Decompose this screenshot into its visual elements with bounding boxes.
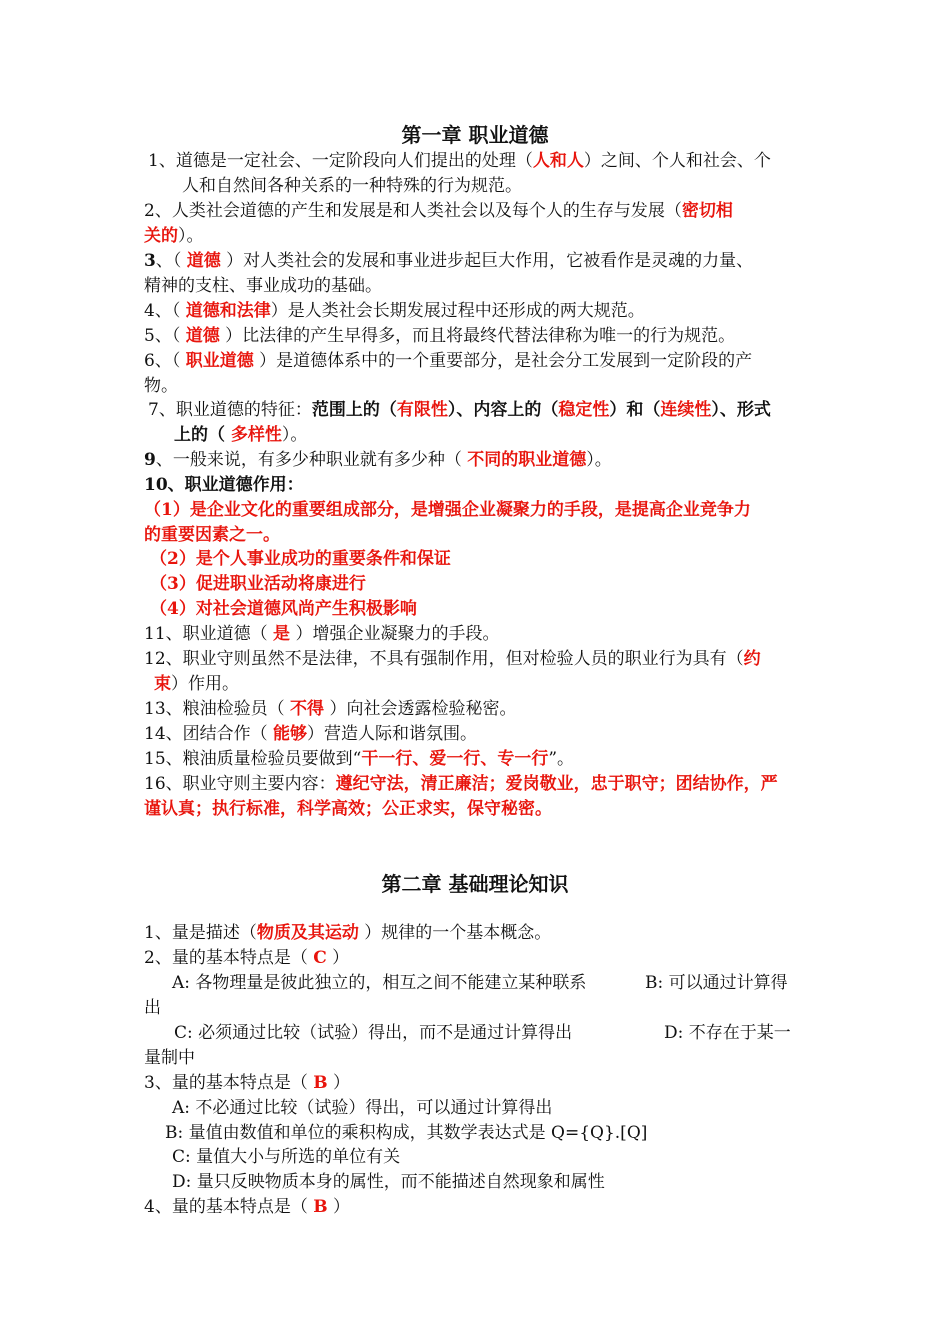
text-segment: ） (327, 1197, 351, 1217)
answer: 道德 (186, 251, 221, 271)
question-3-line2: 精神的支柱、事业成功的基础。 (144, 276, 382, 296)
text-segment: 15、粮油质量检验员要做到“ (144, 749, 362, 769)
question-2-line1 (144, 199, 733, 223)
answer: 不同的职业道德 (467, 450, 587, 470)
text-segment: ）营造人际和谐氛围。 (307, 724, 478, 744)
ch2-q3-option-d: D: 量只反映物质本身的属性，而不能描述自然现象和属性 (172, 1172, 605, 1192)
question-7-line1 (148, 398, 771, 422)
text-segment: 9 (144, 450, 156, 470)
question-2-line2 (144, 224, 204, 248)
text-segment: ”。 (548, 749, 575, 769)
text-segment: ）是道德体系中的一个重要部分，是社会分工发展到一定阶段的产 (253, 351, 753, 371)
question-10-item-3: （3）促进职业活动将康进行 (150, 574, 366, 594)
text-segment: ）、形式 (711, 400, 771, 420)
question-4 (144, 299, 645, 323)
text-segment: ）对人类社会的发展和事业进步起巨大作用，它被看作是灵魂的力量、 (220, 251, 754, 271)
ch2-question-1 (144, 921, 551, 945)
text-segment: 上的（ (174, 425, 231, 445)
text-segment: 13、粮油检验员（ (144, 699, 291, 719)
ch2-q2-option-b: B: 可以通过计算得 (645, 973, 788, 993)
ch2-q2-option-c: C: 必须通过比较（试验）得出，而不是通过计算得出 (174, 1023, 573, 1043)
answer: 多样性 (230, 425, 282, 445)
text-segment: 、一般来说，有多少种职业就有多少种（ (155, 450, 468, 470)
question-10-item-1-line1: （1）是企业文化的重要组成部分，是增强企业凝聚力的手段，是提高企业竞争力 (144, 500, 751, 520)
text-segment: 12、职业守则虽然不是法律，不具有强制作用，但对检验人员的职业行为具有（ (144, 649, 744, 669)
text-segment: ）是人类社会长期发展过程中还形成的两大规范。 (270, 301, 645, 321)
text-segment: 、（ (155, 251, 187, 271)
answer: 不得 (290, 699, 325, 719)
text-segment: 1、量是描述（ (144, 923, 257, 943)
text-segment: 7、职业道德的特征： (148, 400, 312, 420)
ch2-question-2 (144, 946, 349, 970)
question-1-line2: 人和自然间各种关系的一种特殊的行为规范。 (182, 176, 522, 196)
ch2-q2-option-d-wrap: 量制中 (144, 1048, 195, 1068)
ch2-q3-option-c: C: 量值大小与所选的单位有关 (172, 1147, 401, 1167)
question-10-item-1-line2: 的重要因素之一。 (144, 525, 280, 545)
question-9 (144, 448, 612, 472)
answer: 连续性 (660, 400, 712, 420)
answer: 能够 (273, 724, 308, 744)
answer: 干一行、爱一行、专一行 (361, 749, 549, 769)
answer: 物质及其运动 (256, 923, 359, 943)
text-segment: 14、团结合作（ (144, 724, 274, 744)
answer: 束 (154, 674, 171, 694)
question-10-heading: 10、职业道德作用： (144, 475, 304, 495)
question-14 (144, 722, 477, 746)
answer: 稳定性 (558, 400, 610, 420)
answer: 密切相 (681, 201, 733, 221)
question-3-line1 (144, 249, 753, 273)
text-segment: 6、（ (144, 351, 186, 371)
ch2-q3-option-a: A: 不必通过比较（试验）得出，可以通过计算得出 (172, 1098, 553, 1118)
ch2-question-3 (144, 1071, 350, 1095)
text-segment: 5、（ (144, 326, 186, 346)
question-16-line1 (144, 772, 778, 796)
text-segment: ）作用。 (171, 674, 239, 694)
text-segment: ） (327, 1073, 351, 1093)
text-segment: 4、（ (144, 301, 186, 321)
text-segment: ）和（ (609, 400, 661, 420)
answer: 关的 (144, 226, 178, 246)
text-segment: ）比法律的产生早得多，而且将最终代替法律称为唯一的行为规范。 (219, 326, 736, 346)
text-segment: 11、职业道德（ (144, 624, 274, 644)
question-7-line2 (174, 423, 307, 447)
answer: 遵纪守法，清正廉洁；爱岗敬业，忠于职守；团结协作，严 (335, 774, 778, 794)
text-segment: ）增强企业凝聚力的手段。 (290, 624, 500, 644)
question-15 (144, 747, 574, 771)
ch2-q2-option-b-wrap: 出 (144, 998, 161, 1018)
question-11 (144, 622, 499, 646)
answer: 约 (743, 649, 761, 669)
question-5 (144, 324, 735, 348)
text-segment: 2、人类社会道德的产生和发展是和人类社会以及每个人的生存与发展（ (144, 201, 682, 221)
answer: 是 (273, 624, 291, 644)
question-1-line1 (148, 149, 771, 173)
chapter1-title: 第一章 职业道德 (401, 123, 549, 147)
text-segment: 3 (144, 251, 156, 271)
text-segment: ）。 (586, 450, 612, 470)
text-segment: ） (326, 948, 350, 968)
text-segment: 范围上的（ (311, 400, 397, 420)
text-segment: ）向社会透露检验秘密。 (324, 699, 517, 719)
question-12-line2 (154, 672, 239, 696)
answer: 道德和法律 (185, 301, 271, 321)
answer: B (313, 1073, 328, 1093)
text-segment: ）、内容上的（ (447, 400, 559, 420)
question-16-line2: 谨认真；执行标准，科学高效；公正求实，保守秘密。 (144, 799, 552, 819)
text-segment: 4、量的基本特点是（ (144, 1197, 314, 1217)
text-segment: ）规律的一个基本概念。 (358, 923, 552, 943)
question-10-item-4: （4）对社会道德风尚产生积极影响 (150, 599, 417, 619)
text-segment: 3、量的基本特点是（ (144, 1073, 314, 1093)
text-segment: 2、量的基本特点是（ (144, 948, 314, 968)
text-segment: ）之间、个人和社会、个 (583, 151, 771, 171)
text-segment: 1、道德是一定社会、一定阶段向人们提出的处理（ (148, 151, 533, 171)
question-12-line1 (144, 647, 761, 671)
ch2-q2-option-d: D: 不存在于某一 (664, 1023, 791, 1043)
answer: B (313, 1197, 328, 1217)
answer: C (313, 948, 327, 968)
question-6-line2: 物。 (144, 376, 178, 396)
text-segment: ）。 (281, 425, 308, 445)
text-segment: ）。 (178, 226, 204, 246)
ch2-q2-option-a: A: 各物理量是彼此独立的，相互之间不能建立某种联系 (172, 973, 587, 993)
answer: 道德 (185, 326, 220, 346)
question-6-line1 (144, 349, 752, 373)
ch2-q3-option-b: B: 量值由数值和单位的乘积构成，其数学表达式是 Q={Q}.[Q] (165, 1123, 648, 1143)
text-segment: 16、职业守则主要内容： (144, 774, 336, 794)
answer: 有限性 (396, 400, 448, 420)
answer: 职业道德 (185, 351, 254, 371)
ch2-question-4 (144, 1195, 350, 1219)
question-13 (144, 697, 516, 721)
answer: 人和人 (532, 151, 584, 171)
question-10-item-2: （2）是个人事业成功的重要条件和保证 (150, 549, 451, 569)
chapter2-title: 第二章 基础理论知识 (381, 872, 569, 896)
